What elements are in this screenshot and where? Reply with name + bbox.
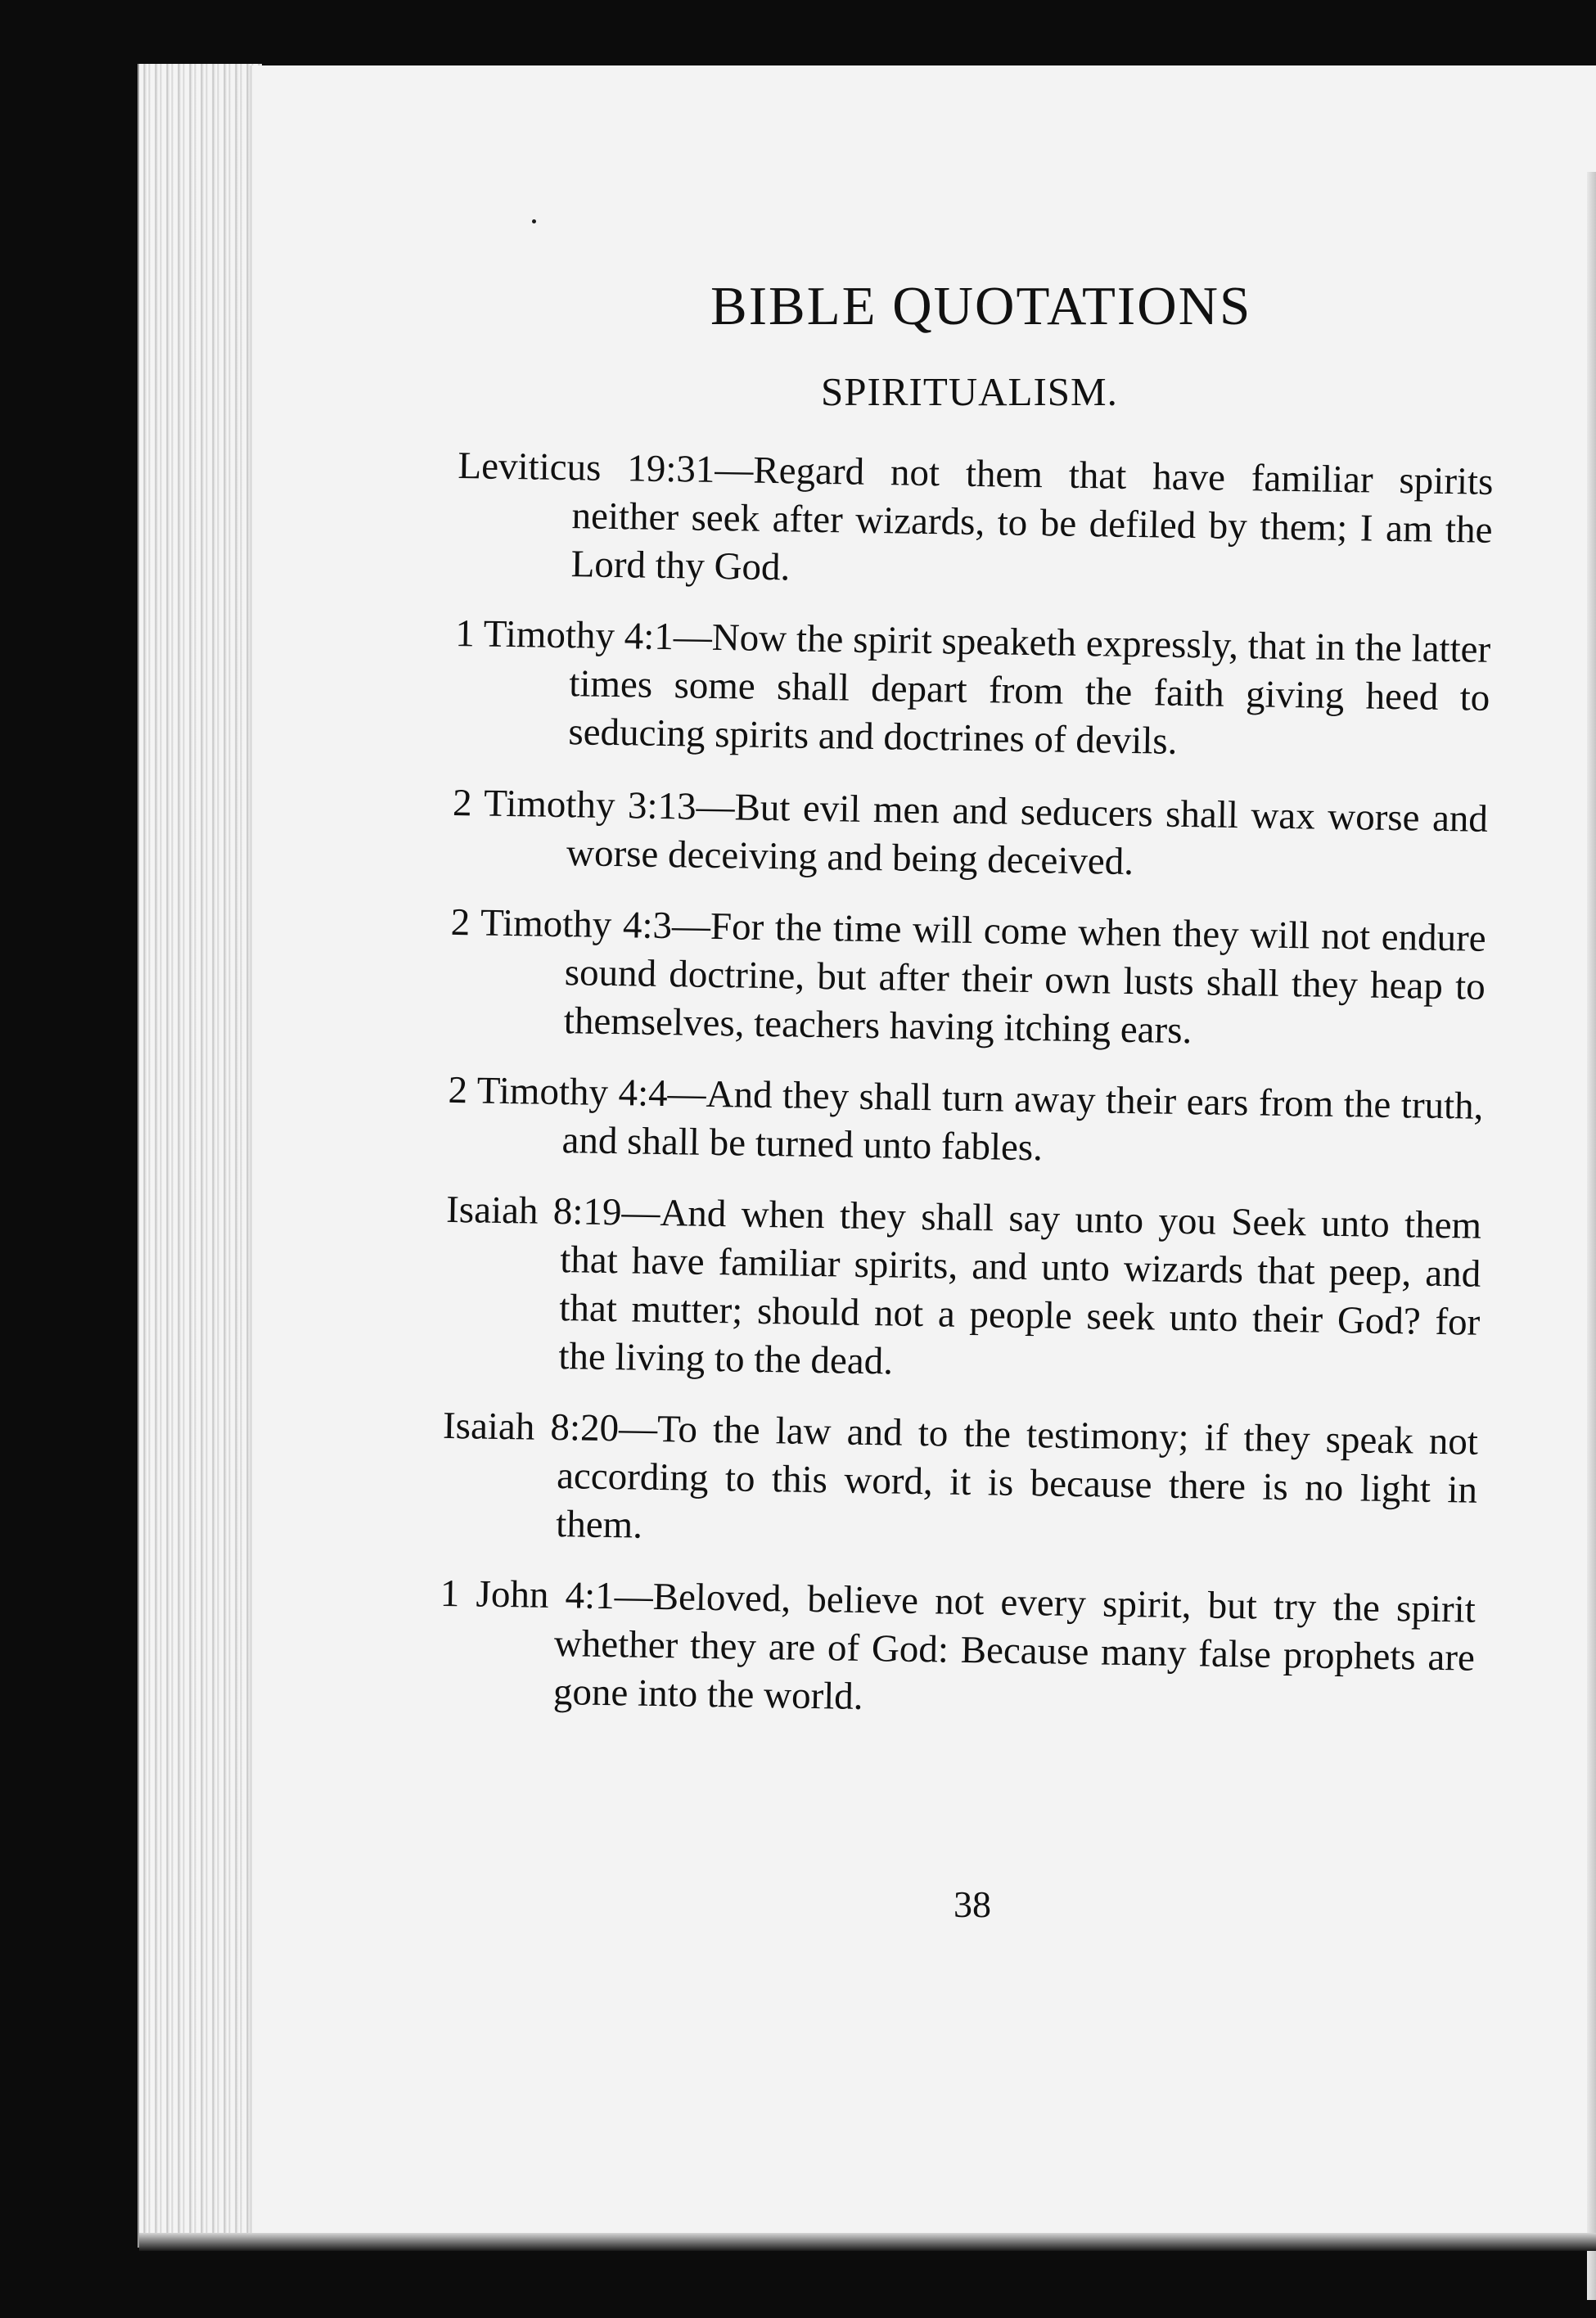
quotation-isaiah-8-20: Isaiah 8:20—To the law and to the testimony; if they speak not according to this word, it is because there is no light in them. [442,1404,1479,1547]
quotation-list [439,442,1494,1731]
quotation-isaiah-8-19: Isaiah 8:19—And when they shall say unto you Seek unto them that have familiar spirits, and unto wizards that peep, and that mutter; should not a people seek unto their God? for the living to the dead. [445,1188,1482,1383]
book-page-edges [138,64,262,2248]
page-gutter-shadow [1587,172,1596,2300]
quotation-2-timothy-4-4: 2 Timothy 4:4—And they shall turn away their ears from the truth, and shall be turned unto fables. [448,1068,1484,1170]
section-heading: SPIRITUALISM. [821,369,1118,414]
quotation-1-timothy-4-1: 1 Timothy 4:1—Now the spirit speaketh expressly, that in the latter times some shall depart from the faith giving heed to seducing spirits and doctrines of devils. [454,611,1491,763]
page-bottom-shadow [139,2233,1596,2251]
page-number: 38 [954,1883,991,1925]
page-title: BIBLE QUOTATIONS [710,276,1252,336]
quotation-leviticus-19-31: Leviticus 19:31—Regard not them that have familiar spirits neither seek after wizards, to be defiled by them; I am the Lord thy God. [458,444,1494,589]
quotation-1-john-4-1: 1 John 4:1—Beloved, believe not every spirit, but try the spirit whether they are of God: Because many false prophets are gone into the world. [440,1572,1477,1718]
dust-speck [532,219,536,223]
quotation-2-timothy-4-3: 2 Timothy 4:3—For the time will come when they will not endure sound doctrine, but after their own lusts shall they heap to themselves, teachers having itching ears. [450,900,1487,1053]
quotation-2-timothy-3-13: 2 Timothy 3:13—But evil men and seducers shall wax worse and worse deceiving and being deceived. [452,781,1489,884]
